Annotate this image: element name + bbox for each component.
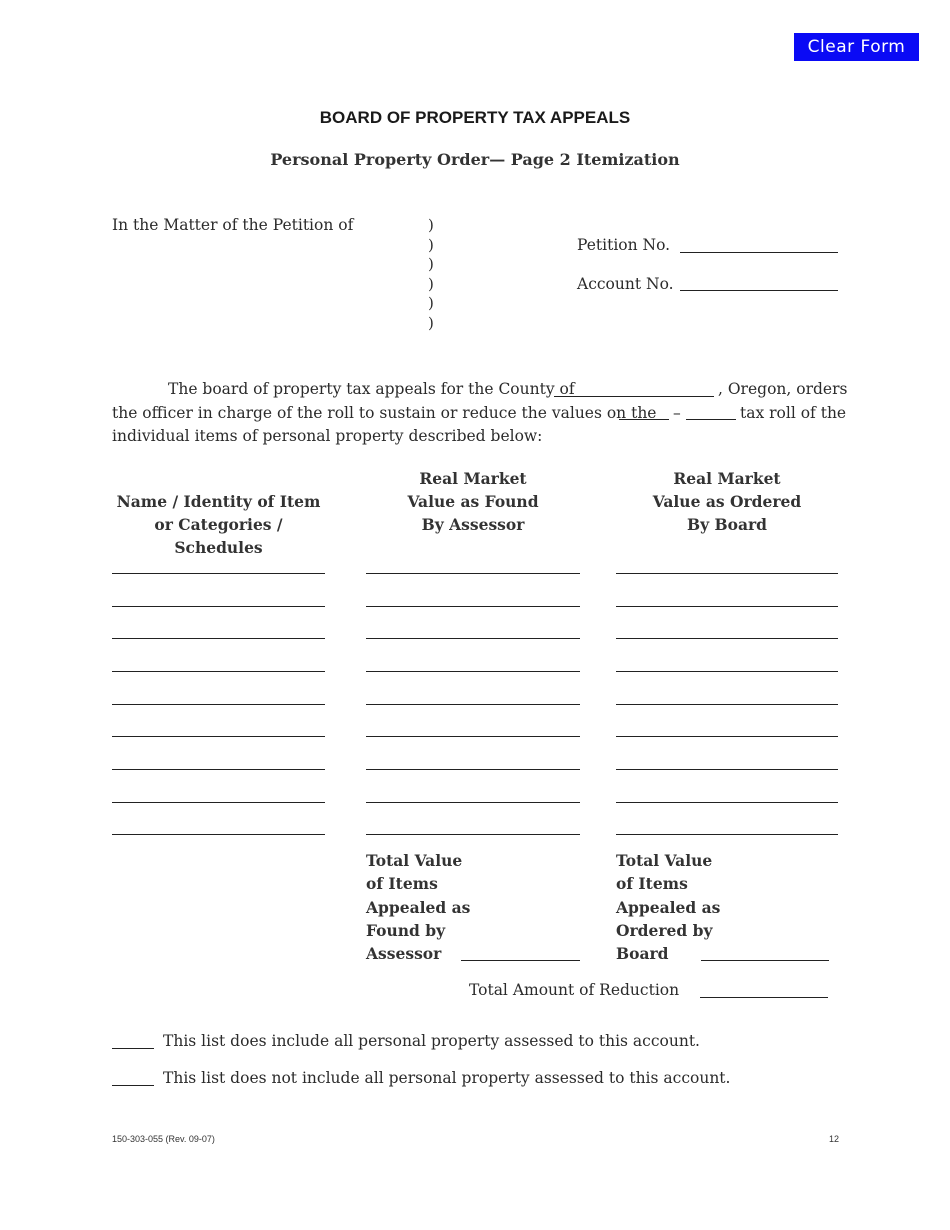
item-row-name-field[interactable]	[112, 720, 325, 737]
total-label-line: Assessor	[366, 944, 442, 964]
item-row-name-field[interactable]	[112, 590, 325, 607]
item-row-found-field[interactable]	[366, 786, 580, 803]
item-row-found-field[interactable]	[366, 557, 580, 574]
not-includes-label: This list does not include all personal property assessed to this account.	[163, 1069, 731, 1087]
header-line: or Categories / Schedules	[154, 515, 283, 557]
total-label-line: Appealed as	[616, 897, 721, 917]
item-row-found-field[interactable]	[366, 753, 580, 770]
total-label-line: Ordered by	[616, 920, 713, 940]
item-row-ordered-field[interactable]	[616, 590, 838, 607]
intro-text: , Oregon, orders	[718, 380, 848, 398]
matter-label: In the Matter of the Petition of	[112, 216, 354, 234]
total-label-line: of Items	[366, 874, 438, 894]
column-header-found	[366, 467, 580, 536]
intro-text: individual items of personal property described below:	[112, 427, 543, 445]
year-start-field[interactable]	[619, 405, 669, 420]
header-line: Value as Ordered	[652, 492, 802, 511]
column-header-ordered	[616, 467, 838, 536]
petition-no-label: Petition No.	[577, 236, 671, 254]
page-subtitle: Personal Property Order— Page 2 Itemization	[270, 150, 680, 169]
total-label-line: Total Value	[366, 851, 463, 870]
petition-no-field[interactable]	[680, 236, 838, 253]
item-row-name-field[interactable]	[112, 622, 325, 639]
year-end-field[interactable]	[686, 405, 736, 420]
column-header-name	[112, 490, 325, 559]
page-number: 12	[829, 1134, 840, 1144]
total-label-line: Board	[616, 944, 669, 964]
paren: )	[428, 275, 434, 293]
header-line: Real Market	[673, 469, 781, 488]
item-row-ordered-field[interactable]	[616, 786, 838, 803]
item-row-ordered-field[interactable]	[616, 720, 838, 737]
total-label-line: of Items	[616, 874, 688, 894]
total-label-line: Found by	[366, 920, 446, 940]
paren: )	[428, 294, 434, 312]
header-line: By Board	[687, 515, 767, 534]
account-no-label: Account No.	[577, 275, 674, 293]
dash: –	[673, 404, 681, 422]
total-assessor-label	[366, 849, 470, 965]
account-no-field[interactable]	[680, 275, 838, 291]
intro-text: The board of property tax appeals for the County of	[168, 380, 575, 398]
item-row-found-field[interactable]	[366, 688, 580, 705]
item-row-ordered-field[interactable]	[616, 688, 838, 705]
total-label-line: Total Value	[616, 851, 713, 870]
item-row-name-field[interactable]	[112, 688, 325, 705]
county-field[interactable]	[554, 381, 714, 397]
intro-text: the officer in charge of the roll to sustain or reduce the values on the	[112, 404, 657, 422]
header-line: Name / Identity of Item	[116, 492, 321, 511]
form-number: 150-303-055 (Rev. 09-07)	[112, 1134, 215, 1144]
reduction-label: Total Amount of Reduction	[469, 981, 680, 999]
item-row-found-field[interactable]	[366, 590, 580, 607]
page-title: BOARD OF PROPERTY TAX APPEALS	[319, 108, 631, 127]
paren: )	[428, 236, 434, 254]
header-line: Real Market	[419, 469, 527, 488]
item-row-ordered-field[interactable]	[616, 818, 838, 835]
includes-check-field[interactable]	[112, 1034, 154, 1049]
paren: )	[428, 314, 434, 332]
item-row-name-field[interactable]	[112, 753, 325, 770]
header-line: By Assessor	[421, 515, 525, 534]
item-row-found-field[interactable]	[366, 655, 580, 672]
item-row-found-field[interactable]	[366, 818, 580, 835]
item-row-ordered-field[interactable]	[616, 753, 838, 770]
intro-text: tax roll of the	[740, 404, 847, 422]
total-assessor-field[interactable]	[461, 944, 580, 961]
item-row-found-field[interactable]	[366, 720, 580, 737]
paren: )	[428, 216, 434, 234]
paren: )	[428, 255, 434, 273]
item-row-name-field[interactable]	[112, 818, 325, 835]
item-row-name-field[interactable]	[112, 786, 325, 803]
total-label-line: Appealed as	[366, 897, 471, 917]
item-row-name-field[interactable]	[112, 557, 325, 574]
item-row-ordered-field[interactable]	[616, 655, 838, 672]
item-row-name-field[interactable]	[112, 655, 325, 672]
clear-form-button[interactable]: Clear Form	[794, 33, 919, 61]
item-row-found-field[interactable]	[366, 622, 580, 639]
header-line: Value as Found	[407, 492, 539, 511]
item-row-ordered-field[interactable]	[616, 557, 838, 574]
total-board-field[interactable]	[701, 944, 829, 961]
item-row-ordered-field[interactable]	[616, 622, 838, 639]
includes-label: This list does include all personal property assessed to this account.	[163, 1032, 700, 1050]
reduction-field[interactable]	[700, 982, 828, 998]
not-includes-check-field[interactable]	[112, 1071, 154, 1086]
